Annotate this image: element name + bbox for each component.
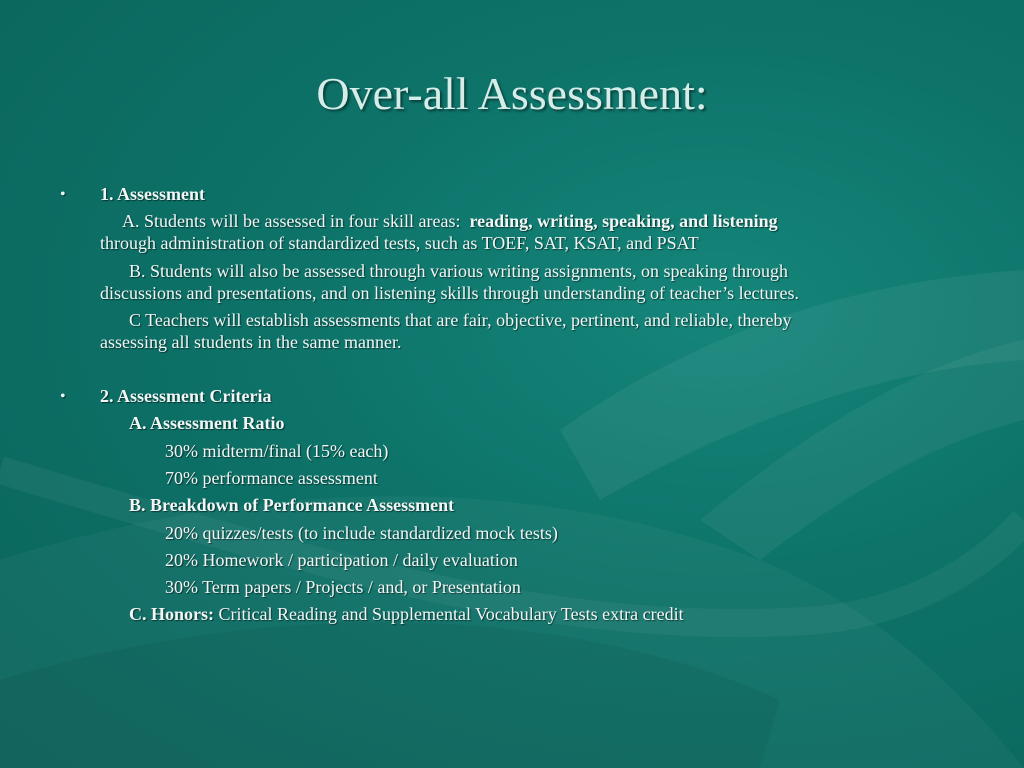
ratio-item-2: 70% performance assessment [165, 468, 378, 488]
section-1-item-a: A. Students will be assessed in four skill areas: reading, writing, speaking, and listening [122, 211, 778, 231]
section-1-item-b-continued: discussions and presentations, and on listening skills through understanding of teacher’s lectures. [100, 283, 800, 303]
honors-line: C. Honors: Critical Reading and Supplemental Vocabulary Tests extra credit [129, 604, 684, 624]
ratio-item-1: 30% midterm/final (15% each) [165, 441, 389, 461]
section-2-heading: 2. Assessment Criteria [100, 386, 272, 406]
ratio-heading: A. Assessment Ratio [129, 413, 285, 433]
breakdown-heading: B. Breakdown of Performance Assessment [129, 495, 455, 515]
section-1-heading: 1. Assessment [100, 184, 206, 204]
breakdown-item-1: 20% quizzes/tests (to include standardized mock tests) [165, 523, 558, 543]
bullet-1: • [60, 186, 66, 203]
breakdown-item-2: 20% Homework / participation / daily evaluation [165, 550, 518, 570]
slide-title: Over-all Assessment: [316, 68, 708, 119]
section-1-item-c: C Teachers will establish assessments that are fair, objective, pertinent, and reliable, thereby [129, 310, 792, 330]
section-1-item-a-continued: through administration of standardized tests, such as TOEF, SAT, KSAT, and PSAT [100, 233, 699, 253]
section-1-item-b: B. Students will also be assessed through various writing assignments, on speaking through [129, 261, 788, 281]
section-1-item-c-continued: assessing all students in the same manner. [100, 332, 402, 352]
breakdown-item-3: 30% Term papers / Projects / and, or Presentation [165, 577, 521, 597]
bullet-2: • [60, 388, 66, 405]
